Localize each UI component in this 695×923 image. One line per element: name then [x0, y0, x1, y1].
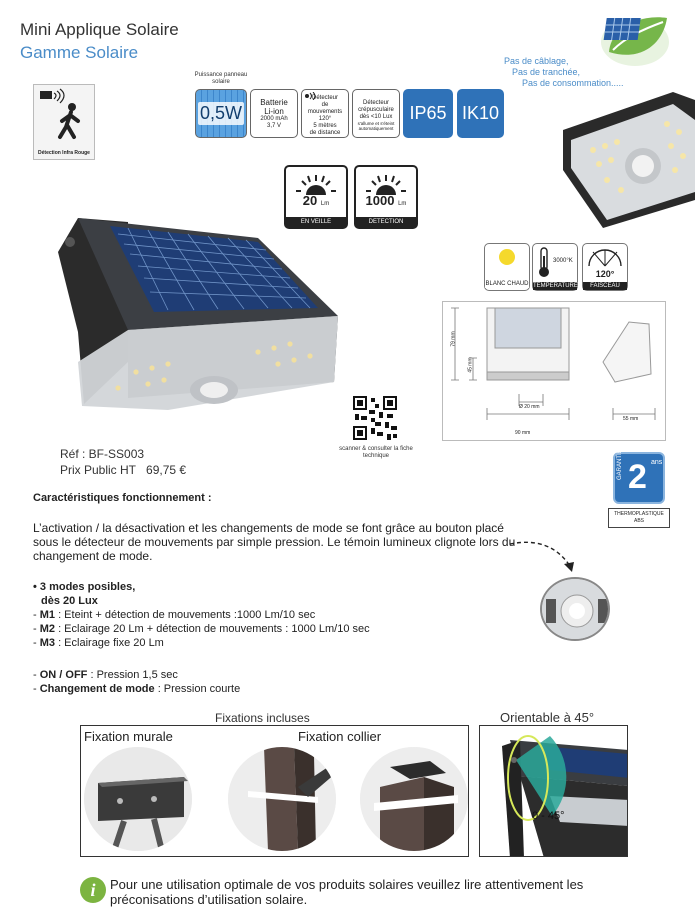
orientable-title: Orientable à 45°: [500, 710, 595, 725]
modes-sub: dès 20 Lux: [41, 595, 98, 607]
temperature-caption: TEMPERATURE: [533, 283, 578, 289]
product-lamp-closeup-image: [563, 80, 695, 230]
mode-text: : Eclairage fixe 20 Lm: [55, 637, 164, 649]
lumen-value: [286, 193, 346, 208]
product-price: [60, 462, 186, 478]
qr-code-image[interactable]: [351, 394, 399, 442]
motion-line: 5 mètres: [313, 122, 337, 129]
lumen-unit: Lm: [320, 201, 330, 207]
info-icon: i: [80, 877, 106, 903]
tilt-angle-image: [480, 726, 628, 857]
dimension-drawing: [442, 301, 666, 441]
orientable-panel: [479, 725, 628, 857]
qr-caption: scanner & consulter la fiche technique: [339, 446, 413, 459]
sun-rays-icon: [364, 173, 408, 195]
page-title: Mini Applique Solaire: [20, 20, 179, 39]
price-value: 69,75 €: [146, 463, 187, 477]
mode-item: - M3 : Eclairage fixe 20 Lm: [33, 637, 164, 649]
solar-power-badge: [195, 89, 247, 138]
moon-sun-icon: [356, 92, 370, 102]
battery-line: Batterie: [260, 97, 288, 107]
lumen-number: 1000: [365, 193, 395, 208]
lumen-caption: EN VEILLE: [286, 217, 346, 227]
warm-white-dot-icon: [485, 244, 529, 272]
twilight-detector-badge: [352, 89, 400, 138]
control-text: : Pression 1,5 sec: [87, 669, 178, 681]
battery-line: 3,7 V: [266, 122, 281, 129]
wall-bracket: [84, 747, 192, 851]
temperature-value: 3000°K: [553, 258, 573, 264]
dashed-arrow-icon: [506, 536, 586, 576]
collar-fixing-image-1: [228, 747, 336, 851]
twilight-line: dès <10 Lux: [359, 114, 393, 120]
motion-line: mouvements: [307, 108, 343, 115]
mode-code: M2: [39, 623, 56, 635]
controls-list: [33, 668, 240, 696]
control-code: Changement de mode: [39, 683, 155, 695]
tilt-angle-label: 0 - 45°: [532, 810, 565, 822]
mode-item: - M1 : Eteint + détection de mouvements :1000 Lm/10 sec: [33, 609, 316, 621]
lumen-unit: Lm: [398, 201, 407, 207]
ik10-badge: IK10: [457, 89, 504, 138]
tagline-line: Pas de câblage,: [504, 56, 569, 66]
product-ref: Réf : BF-SS003: [60, 447, 145, 461]
solar-power-value: 0,5W: [199, 103, 242, 123]
info-text: Pour une utilisation optimale de vos produits solaires veuillez lire attentivement les préconisations d’utilisation solaire.: [110, 877, 584, 907]
temperature-badge: [532, 243, 578, 291]
motion-sensor-icon: [34, 85, 96, 149]
tagline-line: Pas de tranchée,: [512, 67, 581, 77]
dim-side: 55 mm: [623, 416, 639, 422]
battery-badge: [250, 89, 298, 138]
sun-rays-icon: [294, 173, 338, 195]
warranty-unit: ans: [651, 459, 663, 466]
power-label: Puissance panneau solaire: [194, 72, 248, 85]
twilight-line: s'allume et s'éteint: [357, 121, 395, 126]
sensor-closeup: [542, 579, 610, 641]
collar-fixing-image-2: [360, 747, 468, 851]
ip65-badge: IP65: [403, 89, 453, 138]
button-zoom-image: [540, 577, 610, 641]
warranty-years: 2: [628, 458, 647, 496]
wall-fixing-image: [84, 747, 192, 851]
motion-line: de: [321, 101, 329, 108]
control-item: - Changement de mode : Pression courte: [33, 683, 241, 695]
lumen-number: 20: [302, 193, 318, 208]
collar-fixing-label: Fixation collier: [298, 729, 382, 744]
twilight-line: Détecteur: [362, 100, 389, 106]
dim-height: 79 mm: [450, 331, 457, 347]
ir-label: Détection Infra Rouge: [38, 150, 90, 156]
modes-title: • 3 modes posibles,: [33, 581, 136, 593]
mode-text: : Eteint + détection de mouvements :1000 Lm/10 sec: [55, 609, 316, 621]
beam-angle-value: 120°: [595, 269, 615, 279]
product-main-image: [48, 212, 348, 422]
beam-angle-caption: FAISCEAU: [583, 282, 627, 290]
lumen-value: [356, 193, 416, 208]
dim-width: 90 mm: [515, 430, 531, 436]
twilight-line: automatiquement: [358, 126, 394, 131]
dim-diameter: Ø 20 mm: [519, 404, 540, 410]
motion-line: Détecteur: [311, 94, 338, 101]
price-label: Prix Public HT: [60, 463, 137, 477]
dim-depth: 45 mm: [467, 357, 474, 373]
mode-text: : Eclairage 20 Lm + détection de mouvements : 1000 Lm/10 sec: [55, 623, 370, 635]
control-item: - ON / OFF : Pression 1,5 sec: [33, 669, 178, 681]
material-label: THERMOPLASTIQUE ABS: [608, 508, 670, 528]
battery-line: Li-ion: [264, 106, 284, 116]
control-code: ON / OFF: [39, 669, 88, 681]
motion-detector-badge: [301, 89, 349, 138]
lumen-detection-badge: [354, 165, 418, 229]
features-heading: Caractéristiques fonctionnement :: [33, 492, 212, 504]
wall-fixing-label: Fixation murale: [84, 729, 173, 744]
warranty-badge: [613, 449, 665, 504]
pole-collar: [228, 747, 336, 851]
mode-item: - M2 : Eclairage 20 Lm + détection de mouvements : 1000 Lm/10 sec: [33, 623, 370, 635]
color-caption: BLANC CHAUD: [485, 281, 529, 287]
infrared-detection-badge: [33, 84, 95, 160]
color-badge: [484, 243, 530, 291]
mode-code: M3: [39, 637, 56, 649]
features-paragraph: L’activation / la désactivation et les changements de mode se font grâce au bouton placé sous le détecteur de mouvements par simple pression. Le témoin lumineux clignote lors du changement de mode.: [33, 521, 516, 563]
battery-line: 2000 mAh: [260, 115, 288, 122]
beam-angle-icon: [583, 244, 627, 270]
twilight-line: crépusculaire: [358, 107, 394, 113]
lumen-caption: DETECTION: [356, 217, 416, 227]
motion-wave-icon: [305, 92, 319, 100]
tagline-line: Pas de consommation.....: [522, 78, 624, 88]
motion-line: 120°: [318, 115, 332, 122]
modes-list: [33, 580, 370, 650]
pole-collar-detail: [360, 747, 468, 851]
control-text: : Pression courte: [154, 683, 241, 695]
warranty-label: GARANTIE: [617, 449, 623, 480]
motion-line: de distance: [309, 129, 341, 136]
page-subtitle: Gamme Solaire: [20, 43, 139, 62]
product-ref-block: [60, 446, 186, 478]
beam-angle-badge: [582, 243, 628, 291]
mode-code: M1: [39, 609, 56, 621]
fixations-title: Fixations incluses: [215, 711, 310, 725]
